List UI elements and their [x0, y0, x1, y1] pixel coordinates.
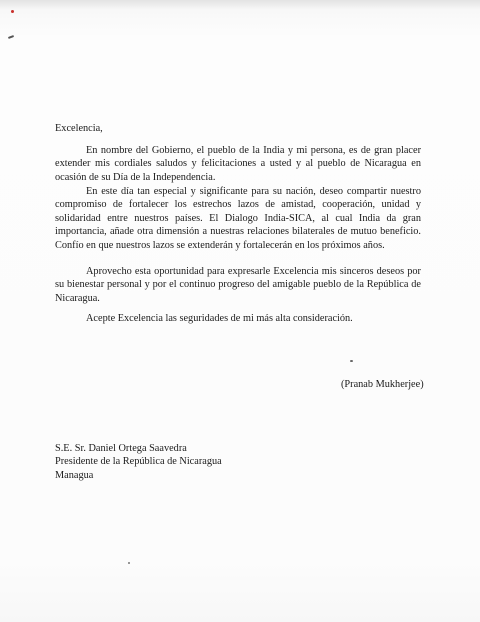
- signature: (Pranab Mukherjee): [341, 379, 424, 390]
- scan-red-speck: [11, 10, 14, 13]
- scan-dark-speck: [8, 35, 14, 39]
- addressee-block: [55, 442, 222, 482]
- addressee-title: Presidente de la República de Nicaragua: [55, 456, 222, 468]
- addressee-name: S.E. Sr. Daniel Ortega Saavedra: [55, 443, 187, 454]
- scan-speck: [128, 562, 130, 564]
- letter-paragraph: Aprovecho esta oportunidad para expresarle Excelencia mis sinceros deseos por su bienestar personal y por el continuo progreso del amigable pueblo de la República de Nicaragua.: [55, 266, 421, 304]
- letter-paragraph: En este día tan especial y significante para su nación, deseo compartir nuestro compromiso de fortalecer los estrechos lazos de amistad, cooperación, unidad y solidaridad entre nuestros países. El Dialogo India-SICA, al cual India da gran importancia, añade otra dimensión a nuestras relaciones bilaterales de mutuo beneficio. Confío en que nuestros lazos se extenderán y fortalecerán en los próximos años.: [55, 186, 421, 251]
- scan-top-shadow: [0, 0, 480, 10]
- scan-speck: [350, 360, 353, 362]
- letter-paragraph: En nombre del Gobierno, el pueblo de la India y mi persona, es de gran placer extender mis cordiales saludos y felicitaciones a usted y al pueblo de Nicaragua en ocasión de su Día de la Independencia.: [55, 145, 421, 183]
- letter-paragraph: Acepte Excelencia las seguridades de mi más alta consideración.: [86, 313, 353, 324]
- addressee-city: Managua: [55, 469, 94, 481]
- letter-greeting: Excelencia,: [55, 123, 103, 134]
